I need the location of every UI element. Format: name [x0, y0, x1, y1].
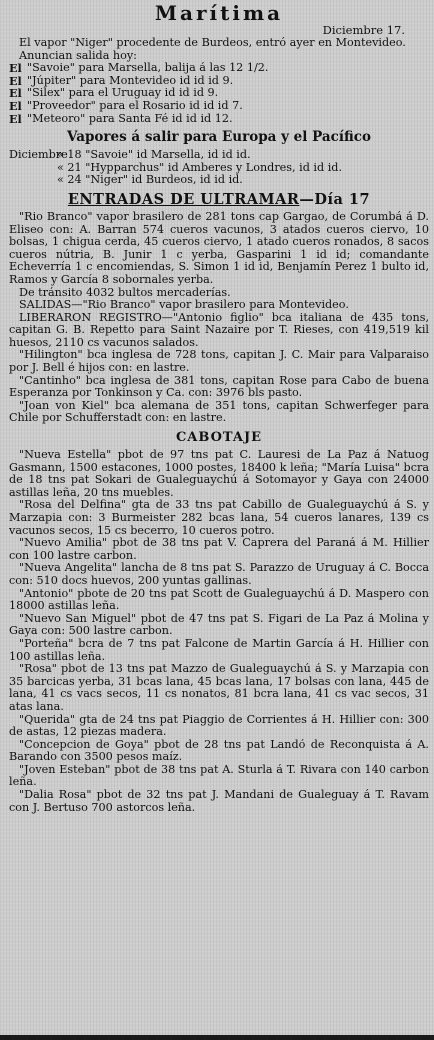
departures-list: [9, 62, 429, 125]
departure-marker: El: [9, 98, 22, 113]
vapores-month: Diciembre: [9, 148, 68, 162]
cabotaje-paragraph: "Joven Esteban" pbot de 38 tns pat A. Sturla á T. Rivara con 140 carbon leña.: [9, 763, 429, 789]
cabotaje-paragraph: "Dalia Rosa" pbot de 32 tns pat J. Mandani de Gualeguay á T. Ravam con J. Bertuso 700 astorcos leña.: [9, 789, 429, 814]
departure-item: [9, 87, 429, 100]
section-title: Marítima: [154, 2, 284, 24]
entrada-paragraph: SALIDAS—"Rio Branco" vapor brasilero para Montevideo.: [19, 299, 349, 312]
cabotaje-paragraph: "Nuevo San Miguel" pbot de 47 tns pat S. Figari de La Paz á Molina y Gaya con: 500 lastre carbon.: [9, 612, 429, 638]
cabotaje-paragraph: "Querida" gta de 24 tns pat Piaggio de Corrientes á H. Hillier con: 300 de astas, 12 piezas madera.: [9, 713, 429, 739]
cabotaje-paragraph: "Nueva Angelita" lancha de 8 tns pat S. Parazzo de Uruguay á C. Bocca con: 510 docs huevos, 200 yuntas gallinas.: [9, 562, 429, 587]
entrada-paragraph: "Rio Branco" vapor brasilero de 281 tons cap Gargao, de Corumbá á D. Eliseo con: A. Barran 574 cueros vacunos, 3 atados cueros ciervo, 10 bolsas, 1 chigua cerda, 45 cueros ciervo, 1 atado cueros ronados, 8 sacos cueros nútria, B. Junir 1 c yerba, Gasparini 1 id id; comandante Echeverría 1 c encomiendas, S. Simon 1 id id, Benjamín Perez 1 bulto id, Ramos y García 8 sobornales yerba.: [9, 210, 429, 286]
entrada-paragraph: De tránsito 4032 bultos mercaderías.: [19, 286, 231, 299]
departure-marker: El: [9, 73, 22, 88]
departure-text: "Júpiter" para Montevideo id id id 9.: [27, 74, 234, 87]
cabotaje-paragraph: "Porteña" bcra de 7 tns pat Falcone de Martin García á H. Hillier con 100 astillas leña.: [9, 637, 429, 663]
vapor-row: « 21 "Hypparchus" id Amberes y Londres, id id id.: [57, 160, 343, 174]
departure-text: "Proveedor" para el Rosario id id id 7.: [27, 99, 243, 112]
departure-item: [9, 62, 429, 75]
departure-marker: El: [9, 111, 22, 126]
entrada-paragraph: "Joan von Kiel" bca alemana de 351 tons, capitan Schwerfeger para Chile por Schufferstadt con: en lastre.: [9, 399, 429, 425]
cabotaje-body: [9, 449, 429, 814]
departure-marker: El: [9, 86, 22, 101]
vapores-schedule: [9, 149, 429, 187]
entrada-paragraph: "Hilington" bca inglesa de 728 tons, capitan J. C. Mair para Valparaiso por J. Bell é hijos con: en lastre.: [9, 349, 429, 375]
dateline: Diciembre 17.: [322, 23, 405, 37]
vapor-row: « 24 "Niger" id Burdeos, id id id.: [57, 173, 243, 187]
niger-arrival-notice: El vapor "Niger" procedente de Burdeos, entró ayer en Montevideo.: [19, 37, 406, 49]
departure-item: [9, 100, 429, 113]
vapores-heading: Vapores á salir para Europa y el Pacífico: [66, 129, 372, 146]
vapor-row: « 18 "Savoie" id Marsella, id id id.: [57, 148, 251, 162]
entrada-paragraph: "Cantinho" bca inglesa de 381 tons, capitan Rose para Cabo de buena Esperanza por Tonkinson y Ca. con: 3976 bls pasto.: [9, 374, 429, 400]
entradas-body: [9, 211, 429, 425]
departure-marker: El: [9, 61, 22, 76]
departure-item: [9, 113, 429, 126]
entrada-paragraph: LIBERARON REGISTRO—"Antonio figlio" bca italiana de 435 tons, capitan G. B. Repetto para Saint Nazaire por T. Rieses, con 419,519 kil huesos, 2110 cs vacunos salados.: [9, 311, 429, 349]
entradas-heading-day: —Día 17: [299, 190, 371, 208]
bottom-rule: [0, 1035, 434, 1040]
entradas-heading-title: ENTRADAS DE ULTRAMAR: [67, 190, 300, 208]
cabotaje-heading: CABOTAJE: [175, 430, 263, 446]
cabotaje-paragraph: "Antonio" pbote de 20 tns pat Scott de Gualeguaychú á D. Maspero con 18000 astillas leña.: [9, 587, 429, 613]
cabotaje-paragraph: "Rosa" pbot de 13 tns pat Mazzo de Gualeguaychú á S. y Marzapia con 35 barcicas yerba, 31 bcas lana, 45 bcas lana, 17 bolsas con lana, 445 de lana, 41 cs vacs secos, 11 cs nonatos, 81 bcra lana, 41 cs vac secos, 31 atas lana.: [9, 663, 429, 713]
departures-label: Anuncian salida hoy:: [19, 48, 137, 62]
cabotaje-paragraph: "Rosa del Delfina" gta de 33 tns pat Cabillo de Gualeguaychú á S. y Marzapia con: 3 Burmeister 282 bcas lana, 54 cueros lanares, 139 cs vacunos secos, 15 cs becerro, 10 cueros potro.: [9, 499, 429, 537]
cabotaje-paragraph: "Nueva Estella" pbot de 97 tns pat C. Lauresi de La Paz á Natuog Gasmann, 1500 estacones, 1000 postes, 18400 k leña; "María Luisa" bcra de 18 tns pat Sokari de Gualeguaychú á Sotomayor y Gaya con 24000 astillas leña, 20 tns muebles.: [9, 449, 429, 499]
cabotaje-paragraph: "Nuevo Amilia" pbot de 38 tns pat V. Caprera del Paraná á M. Hillier con 100 lastre carbon.: [9, 537, 429, 562]
departure-text: "Silex" para el Uruguay id id id 9.: [27, 87, 219, 100]
departure-text: "Meteoro" para Santa Fé id id id 12.: [27, 112, 233, 125]
departure-item: [9, 75, 429, 88]
entradas-heading: [9, 191, 429, 208]
vapores-rows: [57, 149, 429, 187]
cabotaje-paragraph: "Concepcion de Goya" pbot de 28 tns pat Landó de Reconquista á A. Barando con 3500 pesos maíz.: [9, 738, 429, 764]
departure-text: "Savoie" para Marsella, balija á las 12 1/2.: [27, 62, 269, 75]
